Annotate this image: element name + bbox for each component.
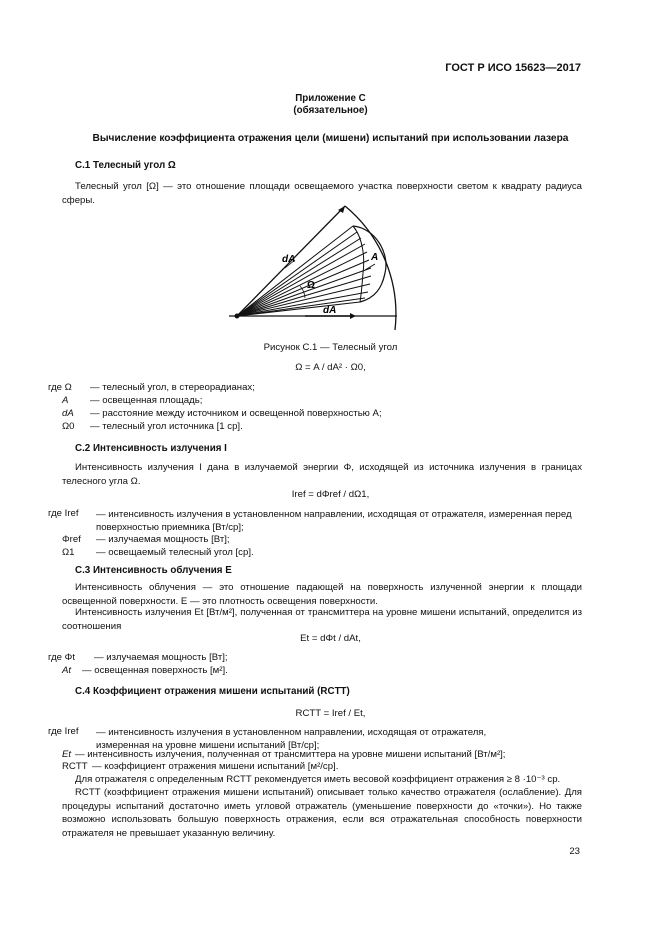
c1-paragraph: Телесный угол [Ω] — это отношение площади освещаемого участка поверхности светом к квадрату радиуса сферы. [62, 181, 582, 206]
label-da-top: dA [282, 254, 296, 265]
where-desc: — телесный угол источника [1 ср]. [90, 421, 243, 432]
document-header: ГОСТ Р ИСО 15623—2017 [445, 62, 581, 74]
section-heading-c2: С.2 Интенсивность излучения I [75, 443, 227, 454]
where-sym: dA [62, 408, 74, 419]
c3-paragraph-1: Интенсивность облучения — это отношение падающей на поверхность излученной энергии к площади освещенной поверхности. E — это плотность освещения поверхности. [62, 582, 582, 607]
where-desc: — интенсивность излучения в установленном направлении, исходящая от отражателя, измеренная перед поверхностью приемника [Вт/ср]; [96, 509, 572, 533]
formula-irradiance: Et = dΦt / dAt, [300, 633, 361, 644]
where-desc: — телесный угол, в стереорадианах; [90, 382, 255, 393]
where-sym: At [62, 665, 72, 676]
c2-paragraph: Интенсивность излучения I дана в излучаемой энергии Φ, исходящей из источника излучения в границах телесного угла Ω. [62, 462, 582, 487]
c4-paragraph-1: Для отражателя с определенным RCTT рекомендуется иметь весовой коэффициент отражения ≥ 8 ·10⁻³ ср. [75, 774, 561, 785]
c3-paragraph-2: Интенсивность излучения Et [Вт/м²], полученная от трансмиттера на уровне мишени испытаний, определится из соотношения [62, 607, 582, 632]
where-desc: — коэффициент отражения мишени испытаний [м²/ср]. [92, 761, 339, 772]
where-desc: — расстояние между источником и освещенной поверхностью A; [90, 408, 382, 419]
page-number: 23 [569, 846, 580, 857]
where-sym: Et [62, 749, 72, 760]
solid-angle-figure [225, 198, 415, 336]
main-title: Вычисление коэффициента отражения цели (мишени) испытаний при использовании лазера [92, 133, 569, 144]
where-sym: Φref [62, 534, 81, 545]
where-desc: — освещаемый телесный угол [ср]. [96, 547, 254, 558]
appendix-title: Приложение С [295, 93, 366, 104]
where-desc: — освещенная площадь; [90, 395, 203, 406]
section-heading-c4: С.4 Коэффициент отражения мишени испытаний (RCTT) [75, 686, 350, 697]
appendix-subtitle: (обязательное) [293, 105, 368, 116]
where-sym: Ω1 [62, 547, 75, 558]
where-desc: — освещенная поверхность [м²]. [82, 665, 228, 676]
section-heading-c3: С.3 Интенсивность облучения E [75, 565, 232, 576]
where-sym: где Φt [48, 652, 75, 663]
c4-paragraph-2: RCTT (коэффициент отражения мишени испытаний) описывает только качество отражателя (ослабление). Для процедуры испытаний достаточно иметь угловой отражатель (уменьшение поверхности до «точки»). Но также возможно использовать большую поверхность отражения, если вся отражательная способность поверхности отражателя не превышает указанную величину. [62, 787, 582, 839]
where-desc: — интенсивность излучения в установленном направлении, исходящая от отражателя, измеренная на уровне мишени испытаний [Вт/ср]; [96, 727, 487, 751]
label-da-bottom: dA [323, 305, 337, 316]
formula-solid-angle: Ω = A / dA² · Ω0, [295, 362, 366, 373]
label-omega: Ω [307, 280, 316, 291]
where-sym: где Iref [48, 508, 79, 519]
where-desc: — излучаемая мощность [Вт]; [94, 652, 228, 663]
section-heading-c1: С.1 Телесный угол Ω [75, 160, 176, 171]
where-sym: A [62, 395, 69, 406]
where-sym: Ω0 [62, 421, 75, 432]
figure-caption: Рисунок С.1 — Телесный угол [263, 342, 398, 353]
where-sym: где Iref [48, 726, 79, 737]
where-desc: — интенсивность излучения, полученная от трансмиттера на уровне мишени испытаний [Вт/м²]; [75, 749, 506, 760]
formula-intensity: Iref = dΦref / dΩ1, [291, 489, 370, 500]
label-area-a: A [371, 252, 379, 263]
where-sym: где Ω [48, 382, 72, 393]
formula-rctt: RCTT = Iref / Et, [295, 708, 366, 719]
where-sym: RCTT [62, 761, 88, 772]
where-desc: — излучаемая мощность [Вт]; [96, 534, 230, 545]
